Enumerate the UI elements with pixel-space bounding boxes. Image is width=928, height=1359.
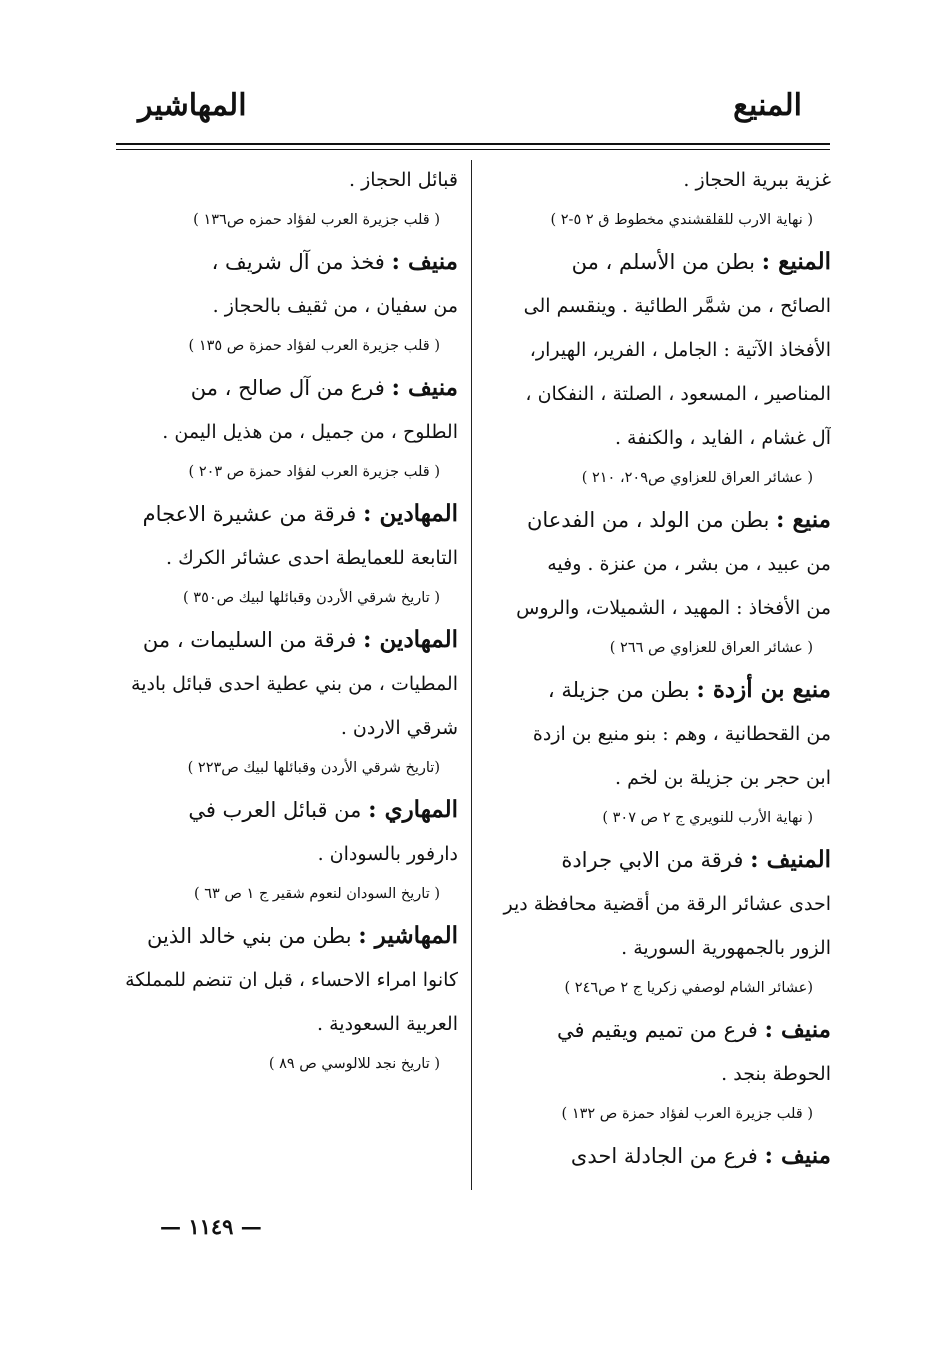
entry-first-line bbox=[116, 618, 458, 662]
entry-first-line bbox=[487, 1008, 831, 1052]
entry-line: كانوا امراء الاحساء ، قبل ان تنضم للمملكة bbox=[125, 969, 458, 991]
entry bbox=[116, 914, 458, 1082]
entry-line: الزور بالجمهورية السورية . bbox=[621, 937, 831, 959]
entry-line: المناصير ، المسعود ، الصلتة ، النفكان ، bbox=[525, 383, 831, 405]
entry bbox=[487, 1134, 831, 1178]
entry-first-line-text: فخذ من آل شريف ، bbox=[211, 250, 385, 274]
entry-source: ( نهاية الارب للقلقشندي مخطوط ق ٢ ٥-٢ ) bbox=[550, 212, 813, 228]
entry-source: (تاريخ شرقي الأردن وقبائلها لبيك ص٢٢٣ ) bbox=[187, 760, 440, 776]
entry-headword: منيف : bbox=[391, 374, 458, 401]
entry-first-line-text: فرقة من عشيرة الاعجام bbox=[142, 502, 357, 526]
entry-headword: المهاري : bbox=[368, 796, 458, 823]
entry-line: غزية ببرية الحجاز . bbox=[683, 169, 831, 191]
entry bbox=[487, 668, 831, 836]
entry bbox=[487, 158, 831, 238]
right-column bbox=[487, 158, 831, 1180]
entry-first-line-text: فرع من الجادلة احدى bbox=[570, 1144, 758, 1168]
entry-source: ( قلب جزيرة العرب لفؤاد حمزه ص١٣٦ ) bbox=[193, 212, 440, 228]
entry-headword: المهادين : bbox=[363, 500, 458, 527]
entry-headword: المنيف : bbox=[750, 846, 831, 873]
entry-first-line bbox=[487, 1134, 831, 1178]
entry-first-line-text: من قبائل العرب في bbox=[188, 798, 362, 822]
entry-line: آل غشام ، الفايد ، والكنفة . bbox=[614, 427, 831, 449]
entry-line: من الأفخاذ : المهيد ، الشميلات، والروس bbox=[516, 597, 831, 619]
entry-first-line-text: بطن من الأسلم ، من bbox=[571, 250, 755, 274]
entry-line: احدى عشائر الرقة من أقضية محافظة دير bbox=[503, 893, 831, 915]
entry-source: ( قلب جزيرة العرب لفؤاد حمزة ص ٢٠٣ ) bbox=[188, 464, 440, 480]
entry-first-line bbox=[487, 498, 831, 542]
entry-line: المطيات ، من بني عطية احدى قبائل بادية bbox=[131, 673, 458, 695]
entry-source: ( عشائر العراق للعزاوي ص٢٠٩، ٢١٠ ) bbox=[581, 470, 813, 486]
entry-source: ( قلب جزيرة العرب لفؤاد حمزة ص ١٣٥ ) bbox=[188, 338, 440, 354]
entry-source: ( قلب جزيرة العرب لفؤاد حمزة ص ١٣٢ ) bbox=[561, 1106, 813, 1122]
entry-line: دارفور بالسودان . bbox=[317, 843, 458, 865]
running-header-right: المنيع bbox=[733, 88, 802, 123]
entry-line: قبائل الحجاز . bbox=[349, 169, 458, 191]
entry-line: من عبيد ، من بشر ، من عنزة . وفيه bbox=[547, 553, 831, 575]
entry-first-line bbox=[116, 366, 458, 410]
entry-line: الطلوح ، من جميل ، من هذيل اليمن . bbox=[162, 421, 458, 443]
entry-headword: منيف : bbox=[764, 1016, 831, 1043]
entry-first-line bbox=[116, 914, 458, 958]
entry bbox=[487, 838, 831, 1006]
entry-source: ( نهاية الأرب للنويري ج ٢ ص ٣٠٧ ) bbox=[602, 810, 813, 826]
entry-source: ( تاريخ شرقي الأردن وقبائلها لبيك ص٣٥٠ ) bbox=[183, 590, 440, 606]
entry-line: ابن حجر بن جزيلة بن لخم . bbox=[615, 767, 831, 789]
entry-line: التابعة للعمايطة احدى عشائر الكرك . bbox=[166, 547, 458, 569]
page-number: — ١١٤٩ — bbox=[160, 1214, 262, 1239]
entry bbox=[487, 1008, 831, 1132]
entry-headword: المهادين : bbox=[363, 626, 458, 653]
header-rule-thin bbox=[116, 149, 830, 150]
entry bbox=[487, 498, 831, 666]
entry-source: ( تاريخ نجد للالوسي ص ٨٩ ) bbox=[268, 1056, 440, 1072]
entry-first-line-text: بطن من بني خالد الذين bbox=[147, 924, 352, 948]
entry-line: من القحطانية ، وهم : بنو منيع بن ازدة bbox=[532, 723, 831, 745]
entry bbox=[116, 240, 458, 364]
entry-headword: منيف : bbox=[391, 248, 458, 275]
running-header-left: المهاشير bbox=[138, 88, 247, 123]
entry-headword: المهاشير : bbox=[358, 922, 458, 949]
entry-first-line bbox=[116, 788, 458, 832]
entry-line: العربية السعودية . bbox=[317, 1013, 458, 1035]
entry-headword: منيف : bbox=[764, 1142, 831, 1169]
entry-source: (عشائر الشام لوصفي زكريا ج ٢ ص٢٤٦ ) bbox=[564, 980, 813, 996]
entry-headword: المنيع : bbox=[761, 248, 831, 275]
entry-first-line bbox=[487, 668, 831, 712]
entry bbox=[116, 618, 458, 786]
entry-line: شرقي الاردن . bbox=[340, 717, 458, 739]
entry-line: الصائح ، من شمَّر الطائية . وينقسم الى bbox=[523, 295, 831, 317]
entry-first-line-text: بطن من الولد ، من الفدعان bbox=[526, 508, 770, 532]
entry bbox=[116, 492, 458, 616]
entry-headword: منيع بن أزدة : bbox=[696, 676, 831, 703]
entry-first-line-text: فرع من آل صالح ، من bbox=[190, 376, 385, 400]
entry-source: ( عشائر العراق للعزاوي ص ٢٦٦ ) bbox=[609, 640, 813, 656]
entry-first-line bbox=[116, 492, 458, 536]
entry-first-line-text: فرقة من السليمات ، من bbox=[142, 628, 357, 652]
entry bbox=[487, 240, 831, 496]
entry-line: من سفيان ، من ثقيف بالحجاز . bbox=[212, 295, 458, 317]
entry-first-line-text: فرع من تميم ويقيم في bbox=[556, 1018, 758, 1042]
entry bbox=[116, 158, 458, 238]
entry-line: الأفخاذ الآتية : الجامل ، الفرير، الهيرار، bbox=[529, 339, 831, 361]
entry bbox=[116, 366, 458, 490]
entry-source: ( تاريخ السودان لنعوم شقير ج ١ ص ٦٣ ) bbox=[193, 886, 440, 902]
entry-first-line-text: فرقة من الابي جرادة bbox=[561, 848, 744, 872]
entry-first-line bbox=[487, 838, 831, 882]
entry-first-line-text: بطن من جزيلة ، bbox=[547, 678, 690, 702]
entry-first-line bbox=[487, 240, 831, 284]
left-column bbox=[116, 158, 458, 1084]
entry bbox=[116, 788, 458, 912]
column-divider bbox=[471, 160, 472, 1190]
entry-line: الحوطة بنجد . bbox=[721, 1063, 831, 1085]
header-rule-thick bbox=[116, 143, 830, 145]
entry-headword: منيع : bbox=[776, 506, 831, 533]
entry-first-line bbox=[116, 240, 458, 284]
